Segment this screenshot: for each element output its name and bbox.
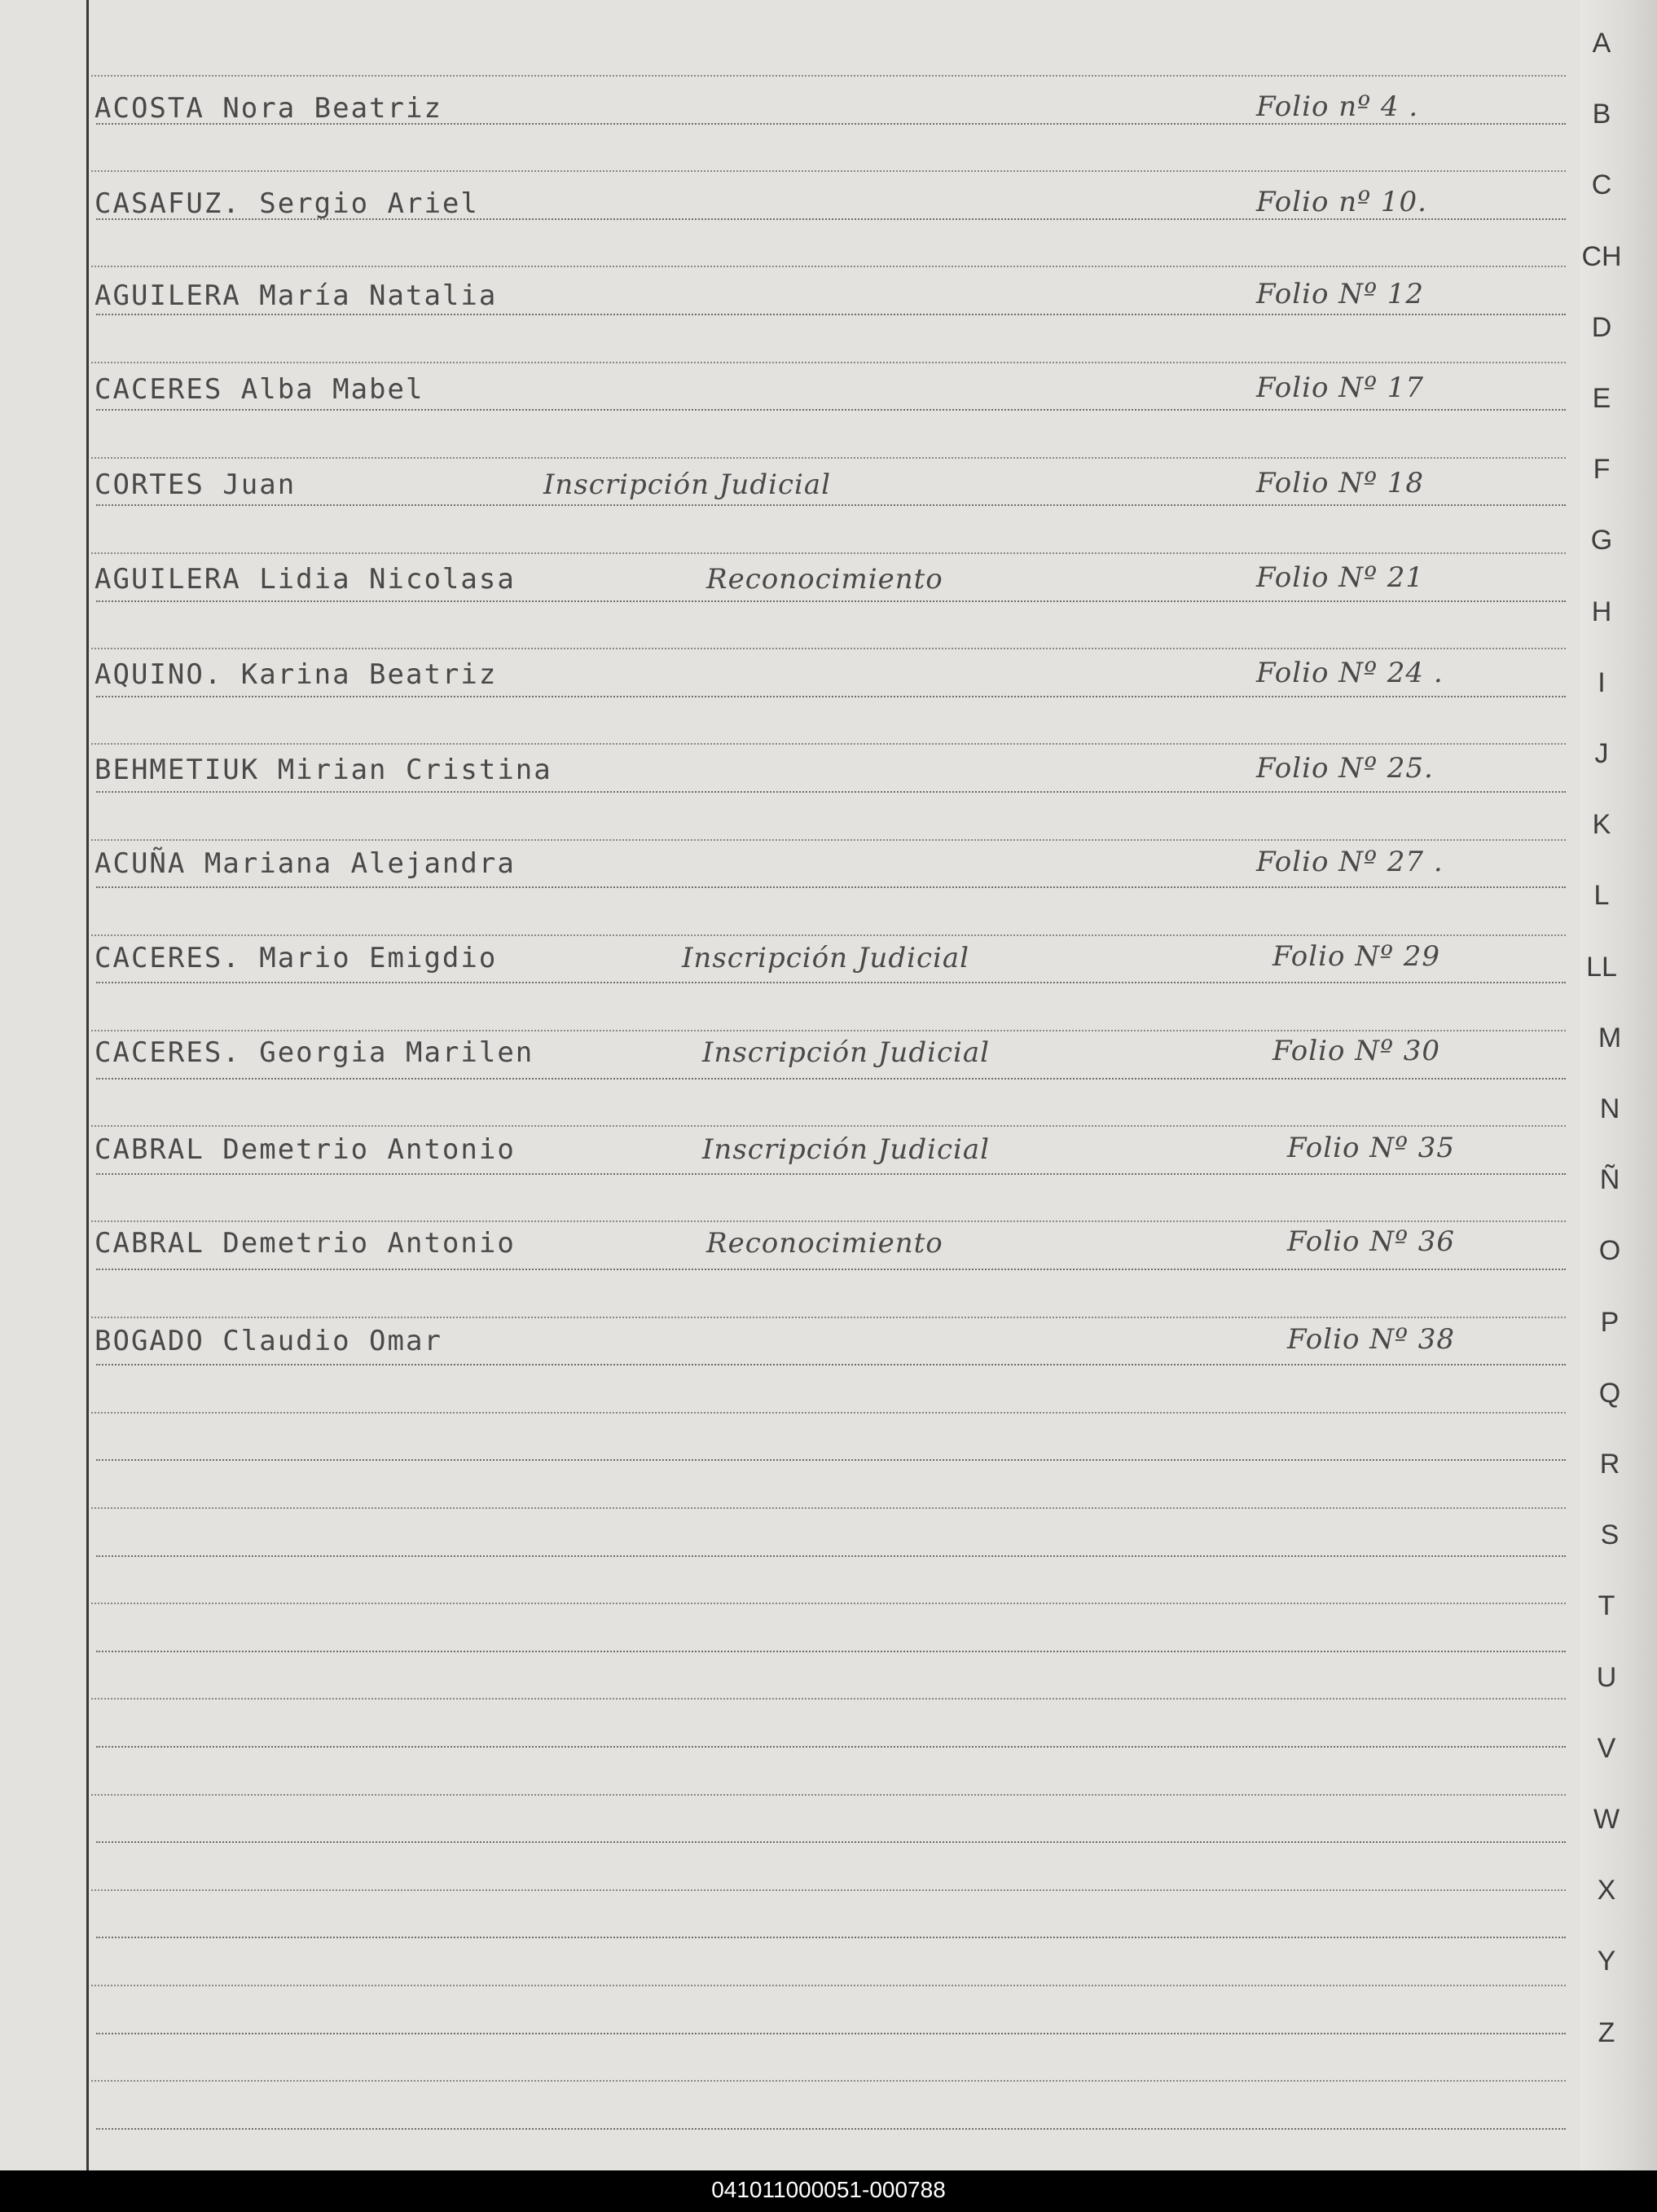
ledger-entry (91, 77, 1566, 126)
index-tab-letter[interactable]: G (1590, 525, 1613, 556)
index-tab-letter[interactable]: T (1598, 1590, 1615, 1621)
entry-name: BEHMETIUK Mirian Cristina (94, 754, 552, 786)
ruled-line (91, 1412, 1566, 1414)
entry-folio: Folio Nº 18 (1256, 467, 1425, 499)
entry-folio: Folio nº 4 . (1256, 90, 1419, 123)
index-tab-letter[interactable]: F (1593, 454, 1611, 485)
ruled-line (91, 1794, 1566, 1796)
ruled-line (96, 1746, 1566, 1748)
entry-name: CASAFUZ. Sergio Ariel (94, 187, 479, 220)
index-tab-letter[interactable]: C (1591, 169, 1612, 200)
index-tab-letter[interactable]: U (1596, 1662, 1617, 1693)
ruled-line (96, 1841, 1566, 1843)
ruled-line (96, 1555, 1566, 1557)
ruled-line (96, 1173, 1566, 1175)
ledger-entry (91, 173, 1566, 222)
ruled-line (96, 1364, 1566, 1365)
index-tab-letter[interactable]: CH (1581, 241, 1622, 272)
entry-note: Inscripción Judicial (702, 1036, 991, 1069)
entry-folio: Folio Nº 30 (1272, 1035, 1441, 1067)
entry-name: ACOSTA Nora Beatriz (94, 92, 442, 125)
index-tab-letter[interactable]: V (1597, 1733, 1616, 1764)
ruled-line (96, 791, 1566, 793)
ruled-line (91, 170, 1566, 172)
ruled-area (91, 0, 1566, 2170)
ruled-line (96, 982, 1566, 983)
ruled-line (96, 1269, 1566, 1270)
ruled-line (91, 2080, 1566, 2082)
ruled-line (96, 2033, 1566, 2034)
ruled-line (96, 314, 1566, 315)
ruled-line (91, 1698, 1566, 1700)
ledger-entry (91, 927, 1566, 976)
index-tab-letter[interactable]: K (1592, 809, 1611, 840)
document-id: 041011000051-000788 (711, 2177, 946, 2202)
entry-name: ACUÑA Mariana Alejandra (94, 847, 516, 880)
ruled-line (96, 886, 1566, 888)
ledger-entry (91, 358, 1566, 407)
entry-name: AQUINO. Karina Beatriz (94, 658, 498, 691)
entry-note: Reconocimiento (706, 563, 943, 596)
entry-name: CORTES Juan (94, 468, 297, 501)
ruled-line (96, 1078, 1566, 1080)
ruled-line (91, 1507, 1566, 1509)
footer-bar (0, 2170, 1657, 2212)
ruled-line (96, 1937, 1566, 1938)
index-tab-letter[interactable]: O (1598, 1235, 1621, 1266)
entry-note: Reconocimiento (706, 1227, 943, 1260)
entry-name: CACERES Alba Mabel (94, 373, 424, 406)
entry-name: BOGADO Claudio Omar (94, 1325, 442, 1357)
index-tab-letter[interactable]: I (1598, 667, 1606, 698)
ruled-line (91, 1603, 1566, 1604)
entry-folio: Folio Nº 21 (1256, 561, 1425, 594)
entry-name: CABRAL Demetrio Antonio (94, 1227, 516, 1260)
index-tab-letter[interactable]: P (1600, 1307, 1620, 1338)
index-tab-letter[interactable]: Ñ (1599, 1164, 1620, 1195)
ruled-line (96, 504, 1566, 506)
ledger-entry (91, 1310, 1566, 1359)
entry-note: Inscripción Judicial (682, 942, 970, 974)
ruled-line (96, 1459, 1566, 1461)
entry-folio: Folio nº 10. (1256, 186, 1427, 218)
index-tab-letter[interactable]: A (1592, 28, 1611, 59)
entry-name: AGUILERA María Natalia (94, 279, 498, 312)
index-tab-letter[interactable]: N (1599, 1093, 1620, 1124)
ledger-entry (91, 833, 1566, 882)
index-tab-letter[interactable]: J (1594, 738, 1609, 769)
ruled-line (91, 1889, 1566, 1891)
ruled-line (91, 1985, 1566, 1986)
index-tab-letter[interactable]: W (1593, 1804, 1620, 1835)
index-tab-letter[interactable]: E (1592, 383, 1611, 414)
ledger-entry (91, 454, 1566, 503)
entry-folio: Folio Nº 24 . (1256, 657, 1444, 689)
ledger-entry (91, 644, 1566, 693)
ledger-entry (91, 1119, 1566, 1168)
entry-note: Inscripción Judicial (543, 468, 832, 501)
entry-folio: Folio Nº 38 (1287, 1323, 1456, 1356)
ledger-entry (91, 1212, 1566, 1261)
entry-name: AGUILERA Lidia Nicolasa (94, 563, 516, 596)
index-tab-letter[interactable]: L (1593, 880, 1610, 911)
entry-folio: Folio Nº 35 (1287, 1132, 1456, 1164)
entry-folio: Folio Nº 12 (1256, 278, 1425, 310)
ruled-line (96, 409, 1566, 411)
index-tab-letter[interactable]: H (1591, 596, 1612, 627)
index-tab-letter[interactable]: Z (1598, 2017, 1615, 2048)
margin-line (86, 0, 89, 2170)
ledger-entry (91, 265, 1566, 314)
alphabet-index-tabs (1580, 0, 1657, 2170)
entry-folio: Folio Nº 17 (1256, 372, 1425, 404)
entry-note: Inscripción Judicial (702, 1133, 991, 1166)
ruled-line (96, 600, 1566, 602)
entry-name: CABRAL Demetrio Antonio (94, 1133, 516, 1166)
ledger-entry (91, 739, 1566, 788)
index-tab-letter[interactable]: LL (1586, 952, 1617, 983)
index-tab-letter[interactable]: B (1592, 99, 1611, 130)
ruled-line (96, 1651, 1566, 1652)
ruled-line (96, 696, 1566, 697)
index-tab-letter[interactable]: M (1598, 1022, 1622, 1053)
index-tab-letter[interactable]: Y (1597, 1946, 1616, 1977)
entry-name: CACERES. Georgia Marilen (94, 1036, 534, 1069)
ruled-line (96, 2128, 1566, 2130)
ledger-entry (91, 1022, 1566, 1071)
ruled-line (91, 75, 1566, 77)
entry-folio: Folio Nº 36 (1287, 1225, 1456, 1258)
index-tab-letter[interactable]: X (1597, 1875, 1616, 1906)
entry-folio: Folio Nº 25. (1256, 752, 1434, 785)
ledger-entry (91, 548, 1566, 597)
entry-name: CACERES. Mario Emigdio (94, 942, 498, 974)
index-tab-letter[interactable]: S (1600, 1519, 1620, 1550)
entry-folio: Folio Nº 27 . (1256, 846, 1444, 878)
index-tab-letter[interactable]: D (1591, 312, 1612, 343)
entry-folio: Folio Nº 29 (1272, 940, 1441, 973)
index-tab-letter[interactable]: R (1599, 1449, 1620, 1480)
index-tab-letter[interactable]: Q (1598, 1378, 1621, 1409)
